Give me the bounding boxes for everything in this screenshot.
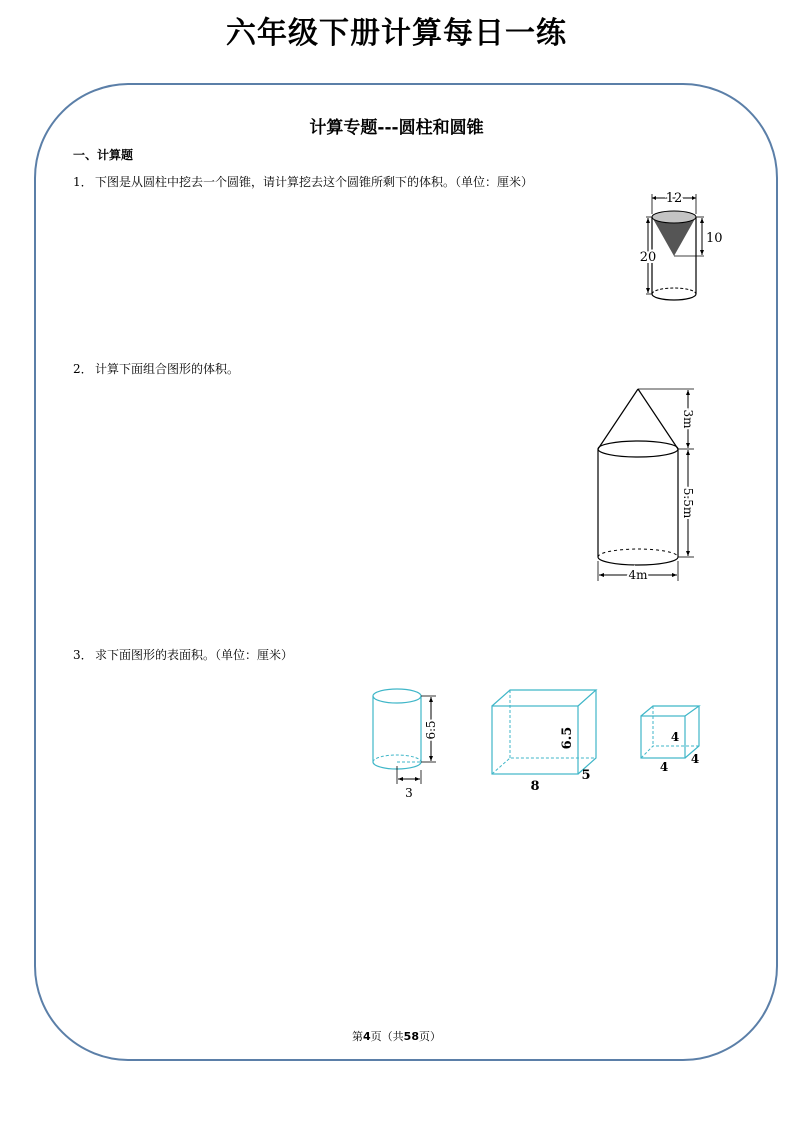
section-title: 计算专题---圆柱和圆锥 <box>309 118 484 138</box>
page-footer: 第4页（共58页） <box>352 1030 441 1043</box>
cuboid-width-label: 5 <box>581 768 591 783</box>
cylinder-height-label: 20 <box>639 250 657 265</box>
question-text: 计算下面组合图形的体积。 <box>95 362 240 376</box>
page-number: 4 <box>363 1030 371 1043</box>
cone-height-label: 3m <box>681 409 695 429</box>
question-text: 求下面图形的表面积。（单位：厘米） <box>95 648 294 662</box>
question-2 <box>73 360 239 377</box>
question-text: 下图是从圆柱中挖去一个圆锥，请计算挖去这个圆锥所剩下的体积。（单位：厘米） <box>95 175 534 189</box>
radius-label: 3 <box>405 786 413 800</box>
cylinder-height-label: 6.5 <box>424 720 438 740</box>
question-number: 2． <box>73 362 93 376</box>
figure-cube <box>637 702 707 774</box>
cube-side-label: 4 <box>690 752 700 766</box>
question-number: 3． <box>73 648 93 662</box>
cylinder-height-label: 5.5m <box>681 487 695 519</box>
diameter-label: 4m <box>628 568 648 582</box>
total-pages: 58 <box>403 1030 419 1043</box>
cuboid-length-label: 8 <box>530 779 540 794</box>
page-title: 六年级下册计算每日一练 <box>226 16 567 51</box>
figure-cuboid <box>488 686 603 796</box>
figure-cylinder-cone <box>626 190 726 302</box>
top-dimension-label: 12 <box>665 191 683 206</box>
figure-cylinder <box>368 684 448 802</box>
cuboid-height-label: 6.5 <box>560 726 575 750</box>
figure-cone-on-cylinder <box>590 385 705 585</box>
cube-bottom-label: 4 <box>659 760 669 774</box>
part-heading: 一、计算题 <box>73 148 134 162</box>
question-number: 1． <box>73 175 93 189</box>
cone-height-label: 10 <box>706 231 723 246</box>
question-1 <box>73 173 533 190</box>
question-3 <box>73 646 293 663</box>
cube-face-label: 4 <box>670 730 680 744</box>
